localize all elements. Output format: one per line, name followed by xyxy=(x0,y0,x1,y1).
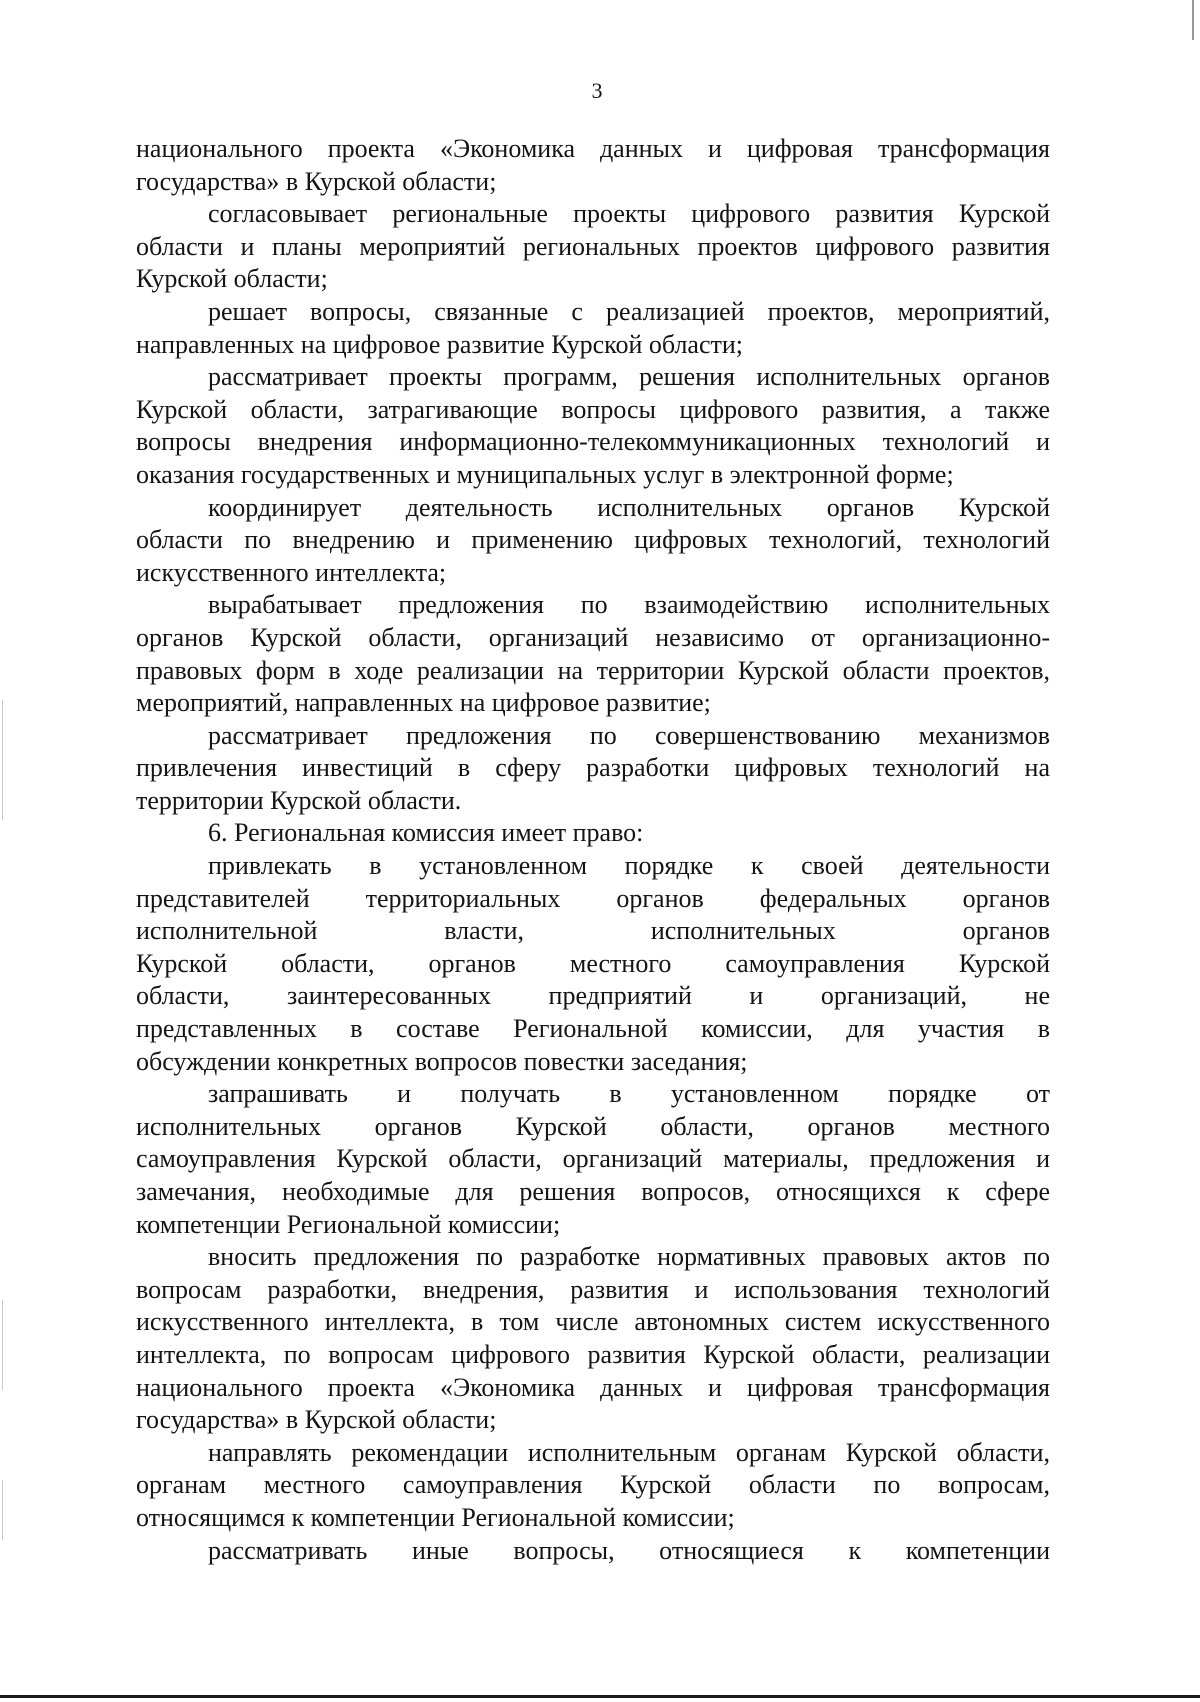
text-line: Курской области, органов местного самоуправления Курской xyxy=(136,948,1050,978)
paragraph xyxy=(136,1078,1050,1241)
paragraph xyxy=(136,133,1050,198)
scan-edge-right xyxy=(1192,0,1194,40)
text-line: национального проекта «Экономика данных и цифровая трансформация xyxy=(136,134,1050,163)
text-line: запрашивать и получать в установленном порядке от xyxy=(208,1079,1050,1109)
text-line: оказания государственных и муниципальных услуг в электронной форме; xyxy=(136,459,954,489)
scan-edge-bottom xyxy=(0,1695,1200,1698)
scan-edge-left xyxy=(2,1300,3,1390)
text-line: компетенции Региональной комиссии; xyxy=(136,1209,561,1239)
paragraph xyxy=(136,817,1050,850)
paragraph xyxy=(136,589,1050,719)
text-line: согласовывает региональные проекты цифрового развития Курской xyxy=(208,199,1050,229)
text-line: вопросам разработки, внедрения, развития и использования технологий xyxy=(136,1274,1050,1304)
text-line: области, заинтересованных предприятий и организаций, не xyxy=(136,981,1050,1011)
paragraph xyxy=(136,1535,1050,1568)
text-line: Курской области, затрагивающие вопросы цифрового развития, а также xyxy=(136,394,1050,424)
text-line: вносить предложения по разработке нормативных правовых актов по xyxy=(208,1242,1050,1272)
text-line: вопросы внедрения информационно-телекоммуникационных технологий и xyxy=(136,427,1050,457)
text-line: представленных в составе Региональной комиссии, для участия в xyxy=(136,1014,1050,1044)
text-line: области и планы мероприятий региональных проектов цифрового развития xyxy=(136,231,1050,261)
scan-edge-left xyxy=(2,1480,3,1540)
text-line: интеллекта, по вопросам цифрового развития Курской области, реализации xyxy=(136,1339,1050,1369)
text-line: привлечения инвестиций в сферу разработки цифровых технологий на xyxy=(136,753,1050,783)
text-line: мероприятий, направленных на цифровое развитие; xyxy=(136,688,711,718)
text-line: территории Курской области. xyxy=(136,785,462,815)
paragraph xyxy=(136,720,1050,818)
text-line: органам местного самоуправления Курской области по вопросам, xyxy=(136,1470,1050,1500)
text-line: искусственного интеллекта; xyxy=(136,557,447,587)
text-line: обсуждении конкретных вопросов повестки заседания; xyxy=(136,1046,748,1076)
text-line: рассматривает проекты программ, решения исполнительных органов xyxy=(208,362,1050,392)
text-line: решает вопросы, связанные с реализацией проектов, мероприятий, xyxy=(208,296,1050,326)
paragraph xyxy=(136,1437,1050,1535)
text-line: координирует деятельность исполнительных органов Курской xyxy=(208,492,1050,522)
text-line: исполнительных органов Курской области, органов местного xyxy=(136,1111,1050,1141)
text-line: Курской области; xyxy=(136,264,328,294)
paragraph xyxy=(136,296,1050,361)
text-line: государства» в Курской области; xyxy=(136,166,497,196)
paragraph xyxy=(136,198,1050,296)
scan-edge-left xyxy=(2,700,3,820)
page-number: 3 xyxy=(591,78,603,103)
paragraph xyxy=(136,1241,1050,1437)
text-line: области по внедрению и применению цифровых технологий, технологий xyxy=(136,525,1050,555)
text-line: направлять рекомендации исполнительным органам Курской области, xyxy=(208,1437,1050,1467)
text-line: рассматривать иные вопросы, относящиеся к компетенции xyxy=(208,1535,1050,1565)
text-line: вырабатывает предложения по взаимодействию исполнительных xyxy=(208,590,1050,620)
text-line: самоуправления Курской области, организаций материалы, предложения и xyxy=(136,1144,1050,1174)
text-line: рассматривает предложения по совершенствованию механизмов xyxy=(208,720,1050,750)
text-line: представителей территориальных органов федеральных органов xyxy=(136,883,1050,913)
paragraph xyxy=(136,850,1050,1078)
text-line: органов Курской области, организаций независимо от организационно- xyxy=(136,622,1050,652)
paragraph xyxy=(136,492,1050,590)
text-line: привлекать в установленном порядке к своей деятельности xyxy=(208,851,1050,881)
text-line: 6. Региональная комиссия имеет право: xyxy=(208,818,644,848)
text-line: правовых форм в ходе реализации на территории Курской области проектов, xyxy=(136,655,1050,685)
text-line: направленных на цифровое развитие Курской области; xyxy=(136,329,744,359)
text-line: национального проекта «Экономика данных и цифровая трансформация xyxy=(136,1372,1050,1402)
text-line: замечания, необходимые для решения вопросов, относящихся к сфере xyxy=(136,1177,1050,1206)
document-body xyxy=(136,133,1050,1567)
text-line: искусственного интеллекта, в том числе автономных систем искусственного xyxy=(136,1307,1050,1337)
text-line: относящимся к компетенции Региональной комиссии; xyxy=(136,1502,735,1532)
paragraph xyxy=(136,361,1050,491)
text-line: государства» в Курской области; xyxy=(136,1405,497,1435)
text-line: исполнительной власти, исполнительных органов xyxy=(136,916,1050,946)
